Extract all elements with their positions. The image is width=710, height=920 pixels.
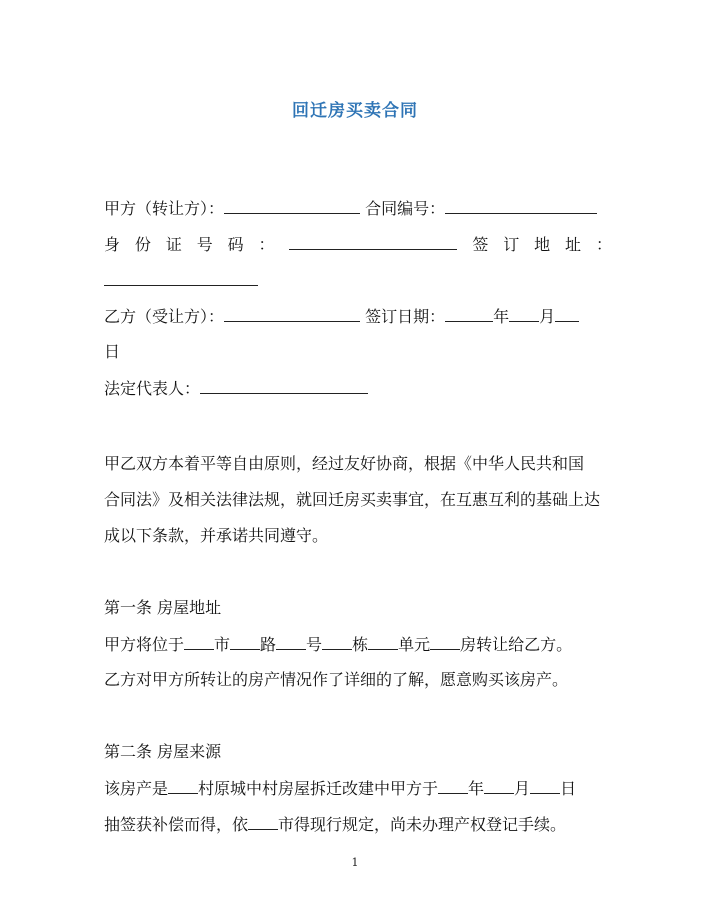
sign-address-row	[104, 268, 612, 293]
preamble-line-3: 成以下条款，并承诺共同遵守。	[104, 526, 329, 545]
id-label-char: 号	[196, 235, 213, 254]
id-label-char: 证	[165, 235, 182, 254]
sign-month-blank	[509, 304, 539, 322]
unit-text: 单元	[398, 635, 431, 654]
id-number-blank	[289, 232, 457, 250]
party-b-label: 乙方（受让方）：	[104, 307, 225, 326]
draw-year-blank	[438, 776, 468, 794]
draw-day-text: 日	[560, 779, 577, 798]
unit-blank	[368, 632, 398, 650]
draw-month-text: 月	[514, 779, 531, 798]
article-2-line-1	[104, 776, 612, 801]
article-2-prefix: 该房产是	[104, 779, 169, 798]
sign-year-blank	[445, 304, 493, 322]
article-2-line-2-suffix: 市得现行规定，尚未办理产权登记手续。	[278, 815, 567, 834]
village-blank	[168, 776, 198, 794]
village-text: 村原城中村房屋拆迁改建中甲方于	[198, 779, 439, 798]
sign-year-text: 年	[493, 307, 510, 326]
id-label-char: 份	[134, 235, 151, 254]
id-label-char: ：	[258, 235, 275, 254]
legal-rep-row	[104, 376, 612, 401]
number-blank	[276, 632, 306, 650]
document-title: 回迁房买卖合同	[292, 101, 418, 121]
number-text: 号	[306, 635, 323, 654]
sign-address-char: 签	[472, 235, 489, 254]
article-2-line-2-prefix: 抽签获补偿而得，依	[104, 815, 249, 834]
id-row	[104, 232, 612, 257]
sign-address-blank	[104, 268, 258, 286]
city-text: 市	[214, 635, 231, 654]
road-text: 路	[260, 635, 277, 654]
article-1-prefix: 甲方将位于	[104, 635, 185, 654]
sign-day-row	[104, 340, 612, 364]
room-blank	[430, 632, 460, 650]
party-b-row	[104, 304, 612, 329]
sign-address-char: 址	[565, 235, 582, 254]
legal-rep-blank	[200, 376, 368, 394]
draw-day-blank	[530, 776, 560, 794]
road-blank	[230, 632, 260, 650]
contract-no-blank	[445, 196, 597, 214]
party-b-blank	[224, 304, 360, 322]
sign-day-text: 日	[104, 342, 121, 361]
article-1-line-2: 乙方对甲方所转让的房产情况作了详细的了解，愿意购买该房产。	[104, 670, 569, 689]
contract-no-label: 合同编号：	[365, 199, 446, 218]
preamble-line-1: 甲乙双方本着平等自由原则，经过友好协商，根据《中华人民共和国	[104, 454, 585, 473]
article-1-suffix: 房转让给乙方。	[460, 635, 573, 654]
legal-rep-label: 法定代表人：	[104, 379, 201, 398]
draw-year-text: 年	[468, 779, 485, 798]
regulation-city-blank	[248, 812, 278, 830]
article-1-heading: 第一条 房屋地址	[104, 598, 222, 617]
article-2-heading: 第二条 房屋来源	[104, 742, 222, 761]
sign-date-label: 签订日期：	[365, 307, 446, 326]
sign-month-text: 月	[539, 307, 556, 326]
party-a-label: 甲方（转让方）：	[104, 199, 225, 218]
city-blank	[184, 632, 214, 650]
sign-address-char: ：	[595, 235, 612, 254]
id-label-char: 身	[104, 235, 121, 254]
draw-month-blank	[484, 776, 514, 794]
sign-address-char: 地	[534, 235, 551, 254]
party-a-row	[104, 196, 612, 221]
building-text: 栋	[352, 635, 369, 654]
sign-address-char: 订	[503, 235, 520, 254]
sign-day-blank	[555, 304, 579, 322]
party-a-blank	[224, 196, 360, 214]
article-1-line-1	[104, 632, 612, 657]
id-label-char: 码	[227, 235, 244, 254]
page-number: 1	[351, 856, 359, 869]
building-blank	[322, 632, 352, 650]
preamble-line-2: 合同法》及相关法律法规，就回迁房买卖事宜，在互惠互利的基础上达	[104, 490, 601, 509]
article-2-line-2	[104, 812, 612, 837]
